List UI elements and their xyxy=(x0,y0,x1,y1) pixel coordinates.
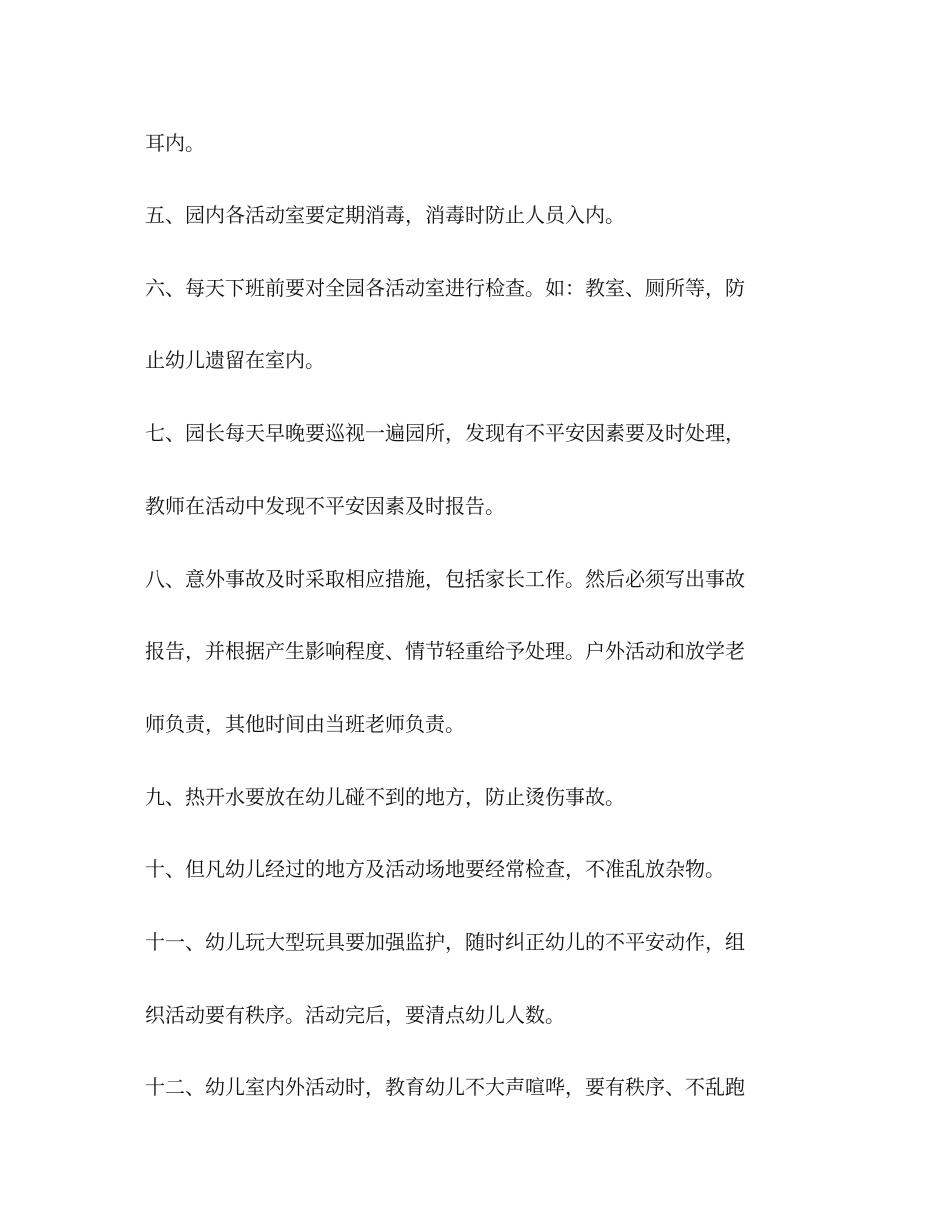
text-line: 八、意外事故及时采取相应措施，包括家长工作。然后必须写出事故 xyxy=(145,567,745,591)
text-line: 耳内。 xyxy=(145,131,205,155)
text-line: 织活动要有秩序。活动完后，要清点幼儿人数。 xyxy=(145,1003,565,1027)
text-line: 十一、幼儿玩大型玩具要加强监护，随时纠正幼儿的不平安动作，组 xyxy=(145,930,745,954)
text-line: 六、每天下班前要对全园各活动室进行检查。如：教室、厕所等，防 xyxy=(145,276,745,300)
text-line: 十二、幼儿室内外活动时，教育幼儿不大声喧哗，要有秩序、不乱跑 xyxy=(145,1075,745,1099)
text-line: 十、但凡幼儿经过的地方及活动场地要经常检查，不准乱放杂物。 xyxy=(145,857,725,881)
text-line: 报告，并根据产生影响程度、情节轻重给予处理。户外活动和放学老 xyxy=(145,639,745,663)
text-line: 教师在活动中发现不平安因素及时报告。 xyxy=(145,494,505,518)
text-line: 止幼儿遗留在室内。 xyxy=(145,348,325,372)
text-line: 七、园长每天早晚要巡视一遍园所，发现有不平安因素要及时处理， xyxy=(145,421,745,445)
text-line: 师负责，其他时间由当班老师负责。 xyxy=(145,712,465,736)
text-line: 五、园内各活动室要定期消毒，消毒时防止人员入内。 xyxy=(145,203,625,227)
text-line: 九、热开水要放在幼儿碰不到的地方，防止烫伤事故。 xyxy=(145,785,625,809)
